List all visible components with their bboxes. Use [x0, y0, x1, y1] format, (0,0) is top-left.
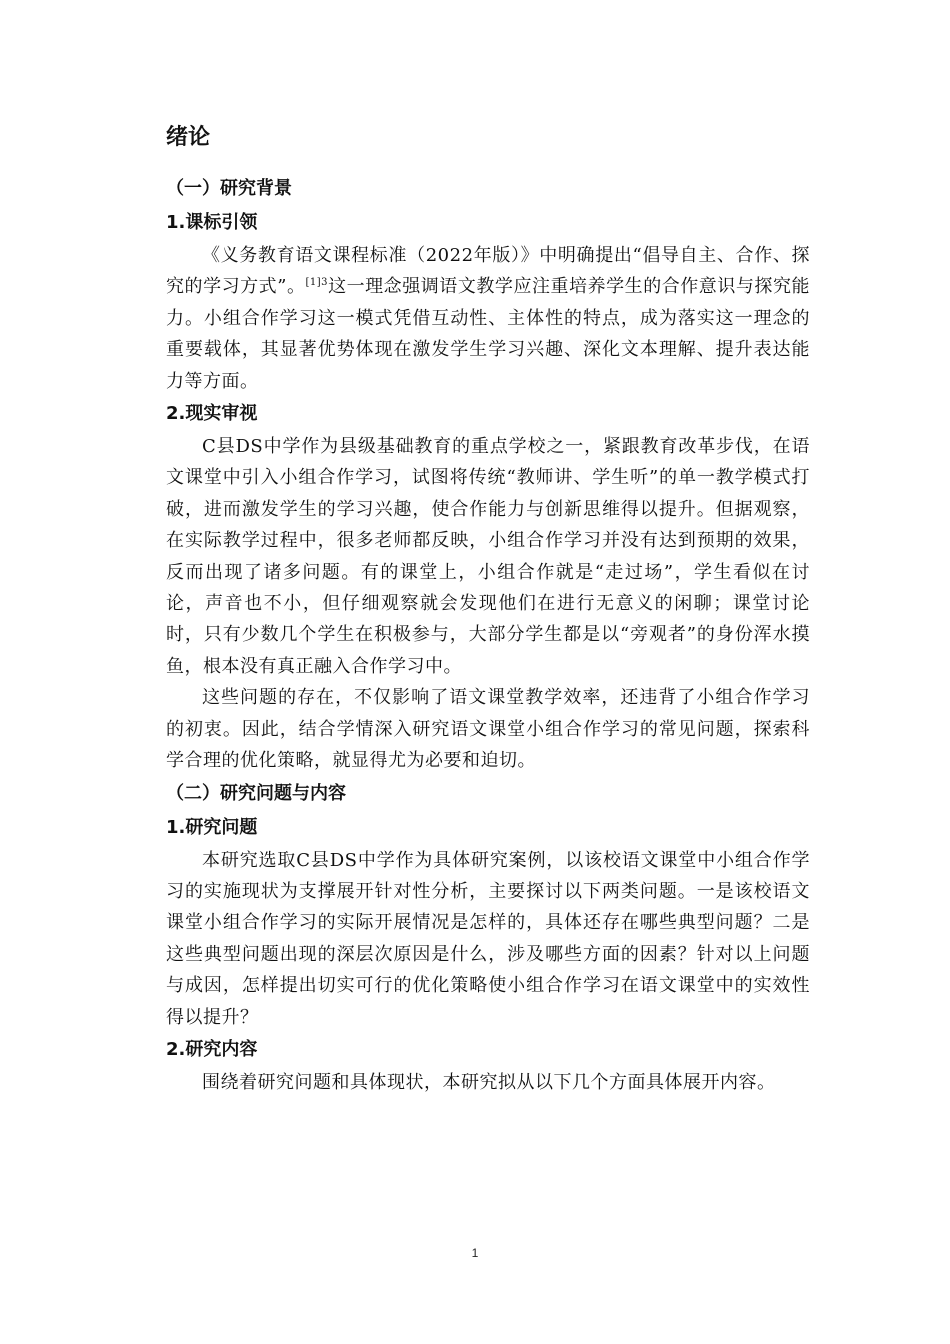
subsection-heading-curriculum: 1.课标引领 — [166, 212, 258, 233]
paragraph-reality-2: 这些问题的存在，不仅影响了语文课堂教学效率，还违背了小组合作学习的初衷。因此，结合学情深入研究语文课堂小组合作学习的常见问题，探索科学合理的优化策略，就显得尤为必要和迫切。 — [166, 687, 810, 772]
paragraph-reality-1: C县DS中学作为县级基础教育的重点学校之一，紧跟教育改革步伐，在语文课堂中引入小组合作学习，试图将传统“教师讲、学生听”的单一教学模式打破，进而激发学生的学习兴趣，使合作能力与创新思维得以提升。但据观察，在实际教学过程中，很多老师都反映，小组合作学习并没有达到预期的效果，反而出现了诸多问题。有的课堂上，小组合作就是“走过场”，学生看似在讨论，声音也不小，但仔细观察就会发现他们在进行无意义的闲聊；课堂讨论时，只有少数几个学生在积极参与，大部分学生都是以“旁观者”的身份浑水摸鱼，根本没有真正融入合作学习中。 — [166, 436, 810, 677]
subsection-heading-content: 2.研究内容 — [166, 1038, 258, 1060]
subsection-heading-reality: 2.现实审视 — [166, 403, 258, 425]
subsection-heading-questions: 1.研究问题 — [166, 816, 258, 838]
chapter-title: 绪论 — [166, 125, 211, 150]
paragraph-content: 围绕着研究问题和具体现状，本研究拟从以下几个方面具体展开内容。 — [202, 1071, 776, 1093]
section-heading-questions-content: （二）研究问题与内容 — [166, 782, 346, 804]
page-number: 1 — [471, 1246, 479, 1260]
page-content — [166, 118, 810, 1098]
citation-marker: [1]3 — [305, 277, 329, 289]
paragraph-curriculum-part2: 这一理念强调语文教学应注重培养学生的合作意识与探究能力。小组合作学习这一模式凭借互动性、主体性的特点，成为落实这一理念的重要载体，其显著优势体现在激发学生学习兴趣、深化文本理解、提升表达能力等方面。 — [166, 276, 810, 392]
section-heading-background: （一）研究背景 — [166, 178, 292, 199]
paragraph-curriculum — [166, 240, 810, 397]
paragraph-questions: 本研究选取C县DS中学作为具体研究案例，以该校语文课堂中小组合作学习的实施现状为支撑展开针对性分析，主要探讨以下两类问题。一是该校语文课堂小组合作学习的实际开展情况是怎样的，具体还存在哪些典型问题？二是这些典型问题出现的深层次原因是什么，涉及哪些方面的因素？针对以上问题与成因，怎样提出切实可行的优化策略使小组合作学习在语文课堂中的实效性得以提升？ — [166, 849, 810, 1028]
paragraph-curriculum-part1: 《义务教育语文课程标准（2022年版）》中明确提出“倡导自主、合作、探究的学习方式”。 — [166, 245, 810, 298]
